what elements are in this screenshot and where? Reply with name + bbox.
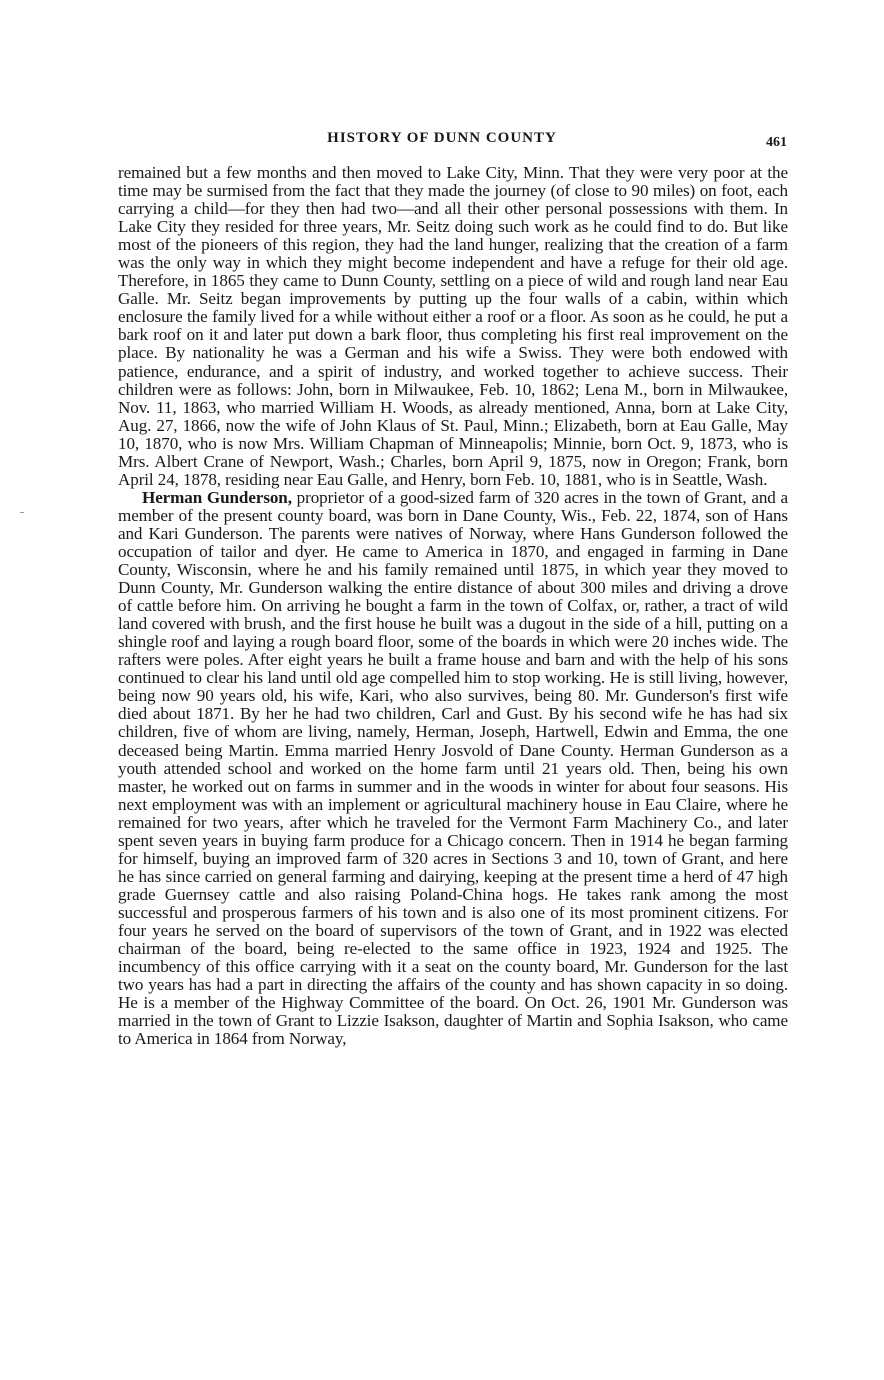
body-text <box>118 164 788 1048</box>
paragraph-seitz-continuation: remained but a few months and then moved to Lake City, Minn. That they were very poor at the time may be surmised from the fact that they made the journey (of close to 90 miles) on foot, each carrying a child—for they then had two—and all their other personal possessions with them. In Lake City they resided for three years, Mr. Seitz doing such work as he could find to do. But like most of the pioneers of this region, they had the land hunger, realizing that the creation of a farm was the only way in which they might become independent and have a refuge for their old age. Therefore, in 1865 they came to Dunn County, settling on a piece of wild and rough land near Eau Galle. Mr. Seitz began improvements by putting up the four walls of a cabin, within which enclosure the family lived for a while without either a roof or a floor. As soon as he could, he put a bark roof on it and later put down a bark floor, thus completing his first real improvement on the place. By nationality he was a German and his wife a Swiss. They were both endowed with patience, endurance, and a spirit of industry, and worked together to achieve success. Their children were as follows: John, born in Milwaukee, Feb. 10, 1862; Lena M., born in Milwaukee, Nov. 11, 1863, who married William H. Woods, as already mentioned, Anna, born at Lake City, Aug. 27, 1866, now the wife of John Klaus of St. Paul, Minn.; Elizabeth, born at Eau Galle, May 10, 1870, who is now Mrs. William Chapman of Minneapolis; Minnie, born Oct. 9, 1873, who is Mrs. Albert Crane of Newport, Wash.; Charles, born April 9, 1875, now in Oregon; Frank, born April 24, 1878, residing near Eau Galle, and Henry, born Feb. 10, 1881, who is in Seattle, Wash. <box>118 163 788 489</box>
margin-mark <box>20 512 24 513</box>
running-title: HISTORY OF DUNN COUNTY <box>327 130 557 146</box>
paragraph-gunderson-biography <box>118 489 788 1048</box>
biography-text: proprietor of a good-sized farm of 320 acres in the town of Grant, and a member of the present county board, was born in Dane County, Wis., Feb. 22, 1874, son of Hans and Kari Gunderson. The parents were natives of Norway, where Hans Gunderson followed the occupation of tailor and dyer. He came to America in 1870, and engaged in farming in Dane County, Wisconsin, where he and his family remained until 1875, in which year they moved to Dunn County, Mr. Gunderson walking the entire distance of about 300 miles and driving a drove of cattle before him. On arriving he bought a farm in the town of Colfax, or, rather, a tract of wild land covered with brush, and the first house he built was a dugout in the side of a hill, putting on a shingle roof and laying a rough board floor, some of the boards in which were 20 inches wide. The rafters were poles. After eight years he built a frame house and barn and with the help of his sons continued to clear his land until old age compelled him to stop working. He is still living, however, being now 90 years old, his wife, Kari, who also survives, being 80. Mr. Gunderson's first wife died about 1871. By her he had two children, Carl and Gust. By his second wife he has had six children, five of whom are living, namely, Herman, Joseph, Hartwell, Edwin and Emma, the one deceased being Martin. Emma married Henry Josvold of Dane County. Herman Gunderson as a youth attended school and worked on the home farm until 21 years old. Then, being his own master, he worked out on farms in summer and in the woods in winter for about four seasons. His next employment was with an implement or agricultural machinery house in Eau Claire, where he remained for two years, after which he traveled for the Vermont Farm Machinery Co., and later spent seven years in buying farm produce for a Chicago concern. Then in 1914 he began farming for himself, buying an improved farm of 320 acres in Sections 3 and 10, town of Grant, and here he has since carried on general farming and dairying, keeping at the present time a herd of 47 high grade Guernsey cattle and also raising Poland-China hogs. He takes rank among the most successful and prosperous farmers of his town and is also one of its most prominent citizens. For four years he served on the board of supervisors of the town of Grant, and in 1922 was elected chairman of the board, being re-elected to the same office in 1923, 1924 and 1925. The incumbency of this office carrying with it a seat on the county board, Mr. Gunderson for the last two years has had a part in directing the affairs of the county and has shown capacity in so doing. He is a member of the Highway Committee of the board. On Oct. 26, 1901 Mr. Gunderson was married in the town of Grant to Lizzie Isakson, daughter of Martin and Sophia Isakson, who came to America in 1864 from Norway, <box>118 487 788 1049</box>
biography-subject-name: Herman Gunderson, <box>142 487 292 507</box>
page-number: 461 <box>766 135 787 150</box>
